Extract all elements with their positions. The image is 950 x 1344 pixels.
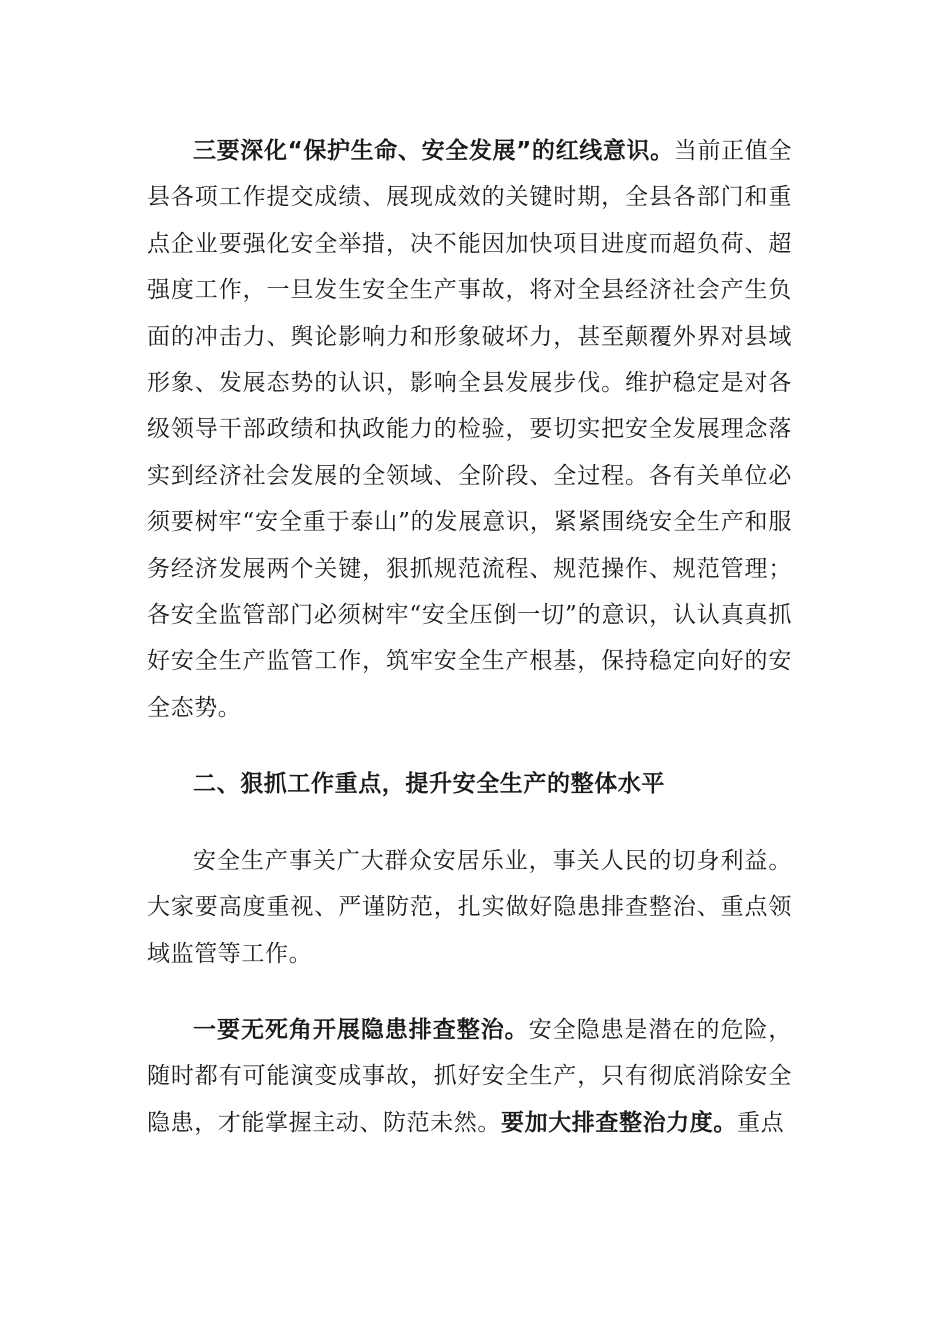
- paragraph-body-text: 安全隐患是潜在的危险，随时都有可能演变成事故，抓好安全生产，只有彻底消除安全隐患，才能掌握主动、防范未然。: [147, 1016, 792, 1136]
- paragraph-spacer: [147, 808, 792, 838]
- document-page: [147, 128, 792, 1146]
- paragraph-spacer: [147, 731, 792, 761]
- paragraph-bold-lead: 一要无死角开展隐患排查整治。: [193, 1016, 529, 1043]
- paragraph-safety-intro: [147, 838, 792, 977]
- paragraph-body-text-continued: 重点: [737, 1109, 785, 1136]
- paragraph-bold-lead: 三要深化“保护生命、安全发展”的红线意识。: [193, 138, 674, 164]
- paragraph-body-text: 当前正值全县各项工作提交成绩、展现成效的关键时期，全县各部门和重点企业要强化安全举措，决不能因加快项目进度而超负荷、超强度工作，一旦发生安全生产事故，将对全县经济社会产生负面的冲击力、舆论影响力和形象破坏力，甚至颠覆外界对县域形象、发展态势的认识，影响全县发展步伐。维护稳定是对各级领导干部政绩和执政能力的检验，要切实把安全发展理念落实到经济社会发展的全领域、全阶段、全过程。各有关单位必须要树牢“安全重于泰山”的发展意识，紧紧围绕安全生产和服务经济发展两个关键，狠抓规范流程、规范操作、规范管理；各安全监管部门必须树牢“安全压倒一切”的意识，认认真真抓好安全生产监管工作，筑牢安全生产根基，保持稳定向好的安全态势。: [147, 138, 792, 721]
- paragraph-spacer: [147, 977, 792, 1007]
- paragraph-bold-subpoint: 要加大排查整治力度。: [501, 1109, 737, 1136]
- paragraph-body-text: 安全生产事关广大群众安居乐业，事关人民的切身利益。大家要高度重视、严谨防范，扎实做好隐患排查整治、重点领域监管等工作。: [147, 847, 792, 967]
- section-heading: 二、狠抓工作重点，提升安全生产的整体水平: [193, 771, 665, 798]
- paragraph-red-line-awareness: [147, 128, 792, 731]
- paragraph-hazard-inspection: [147, 1007, 792, 1146]
